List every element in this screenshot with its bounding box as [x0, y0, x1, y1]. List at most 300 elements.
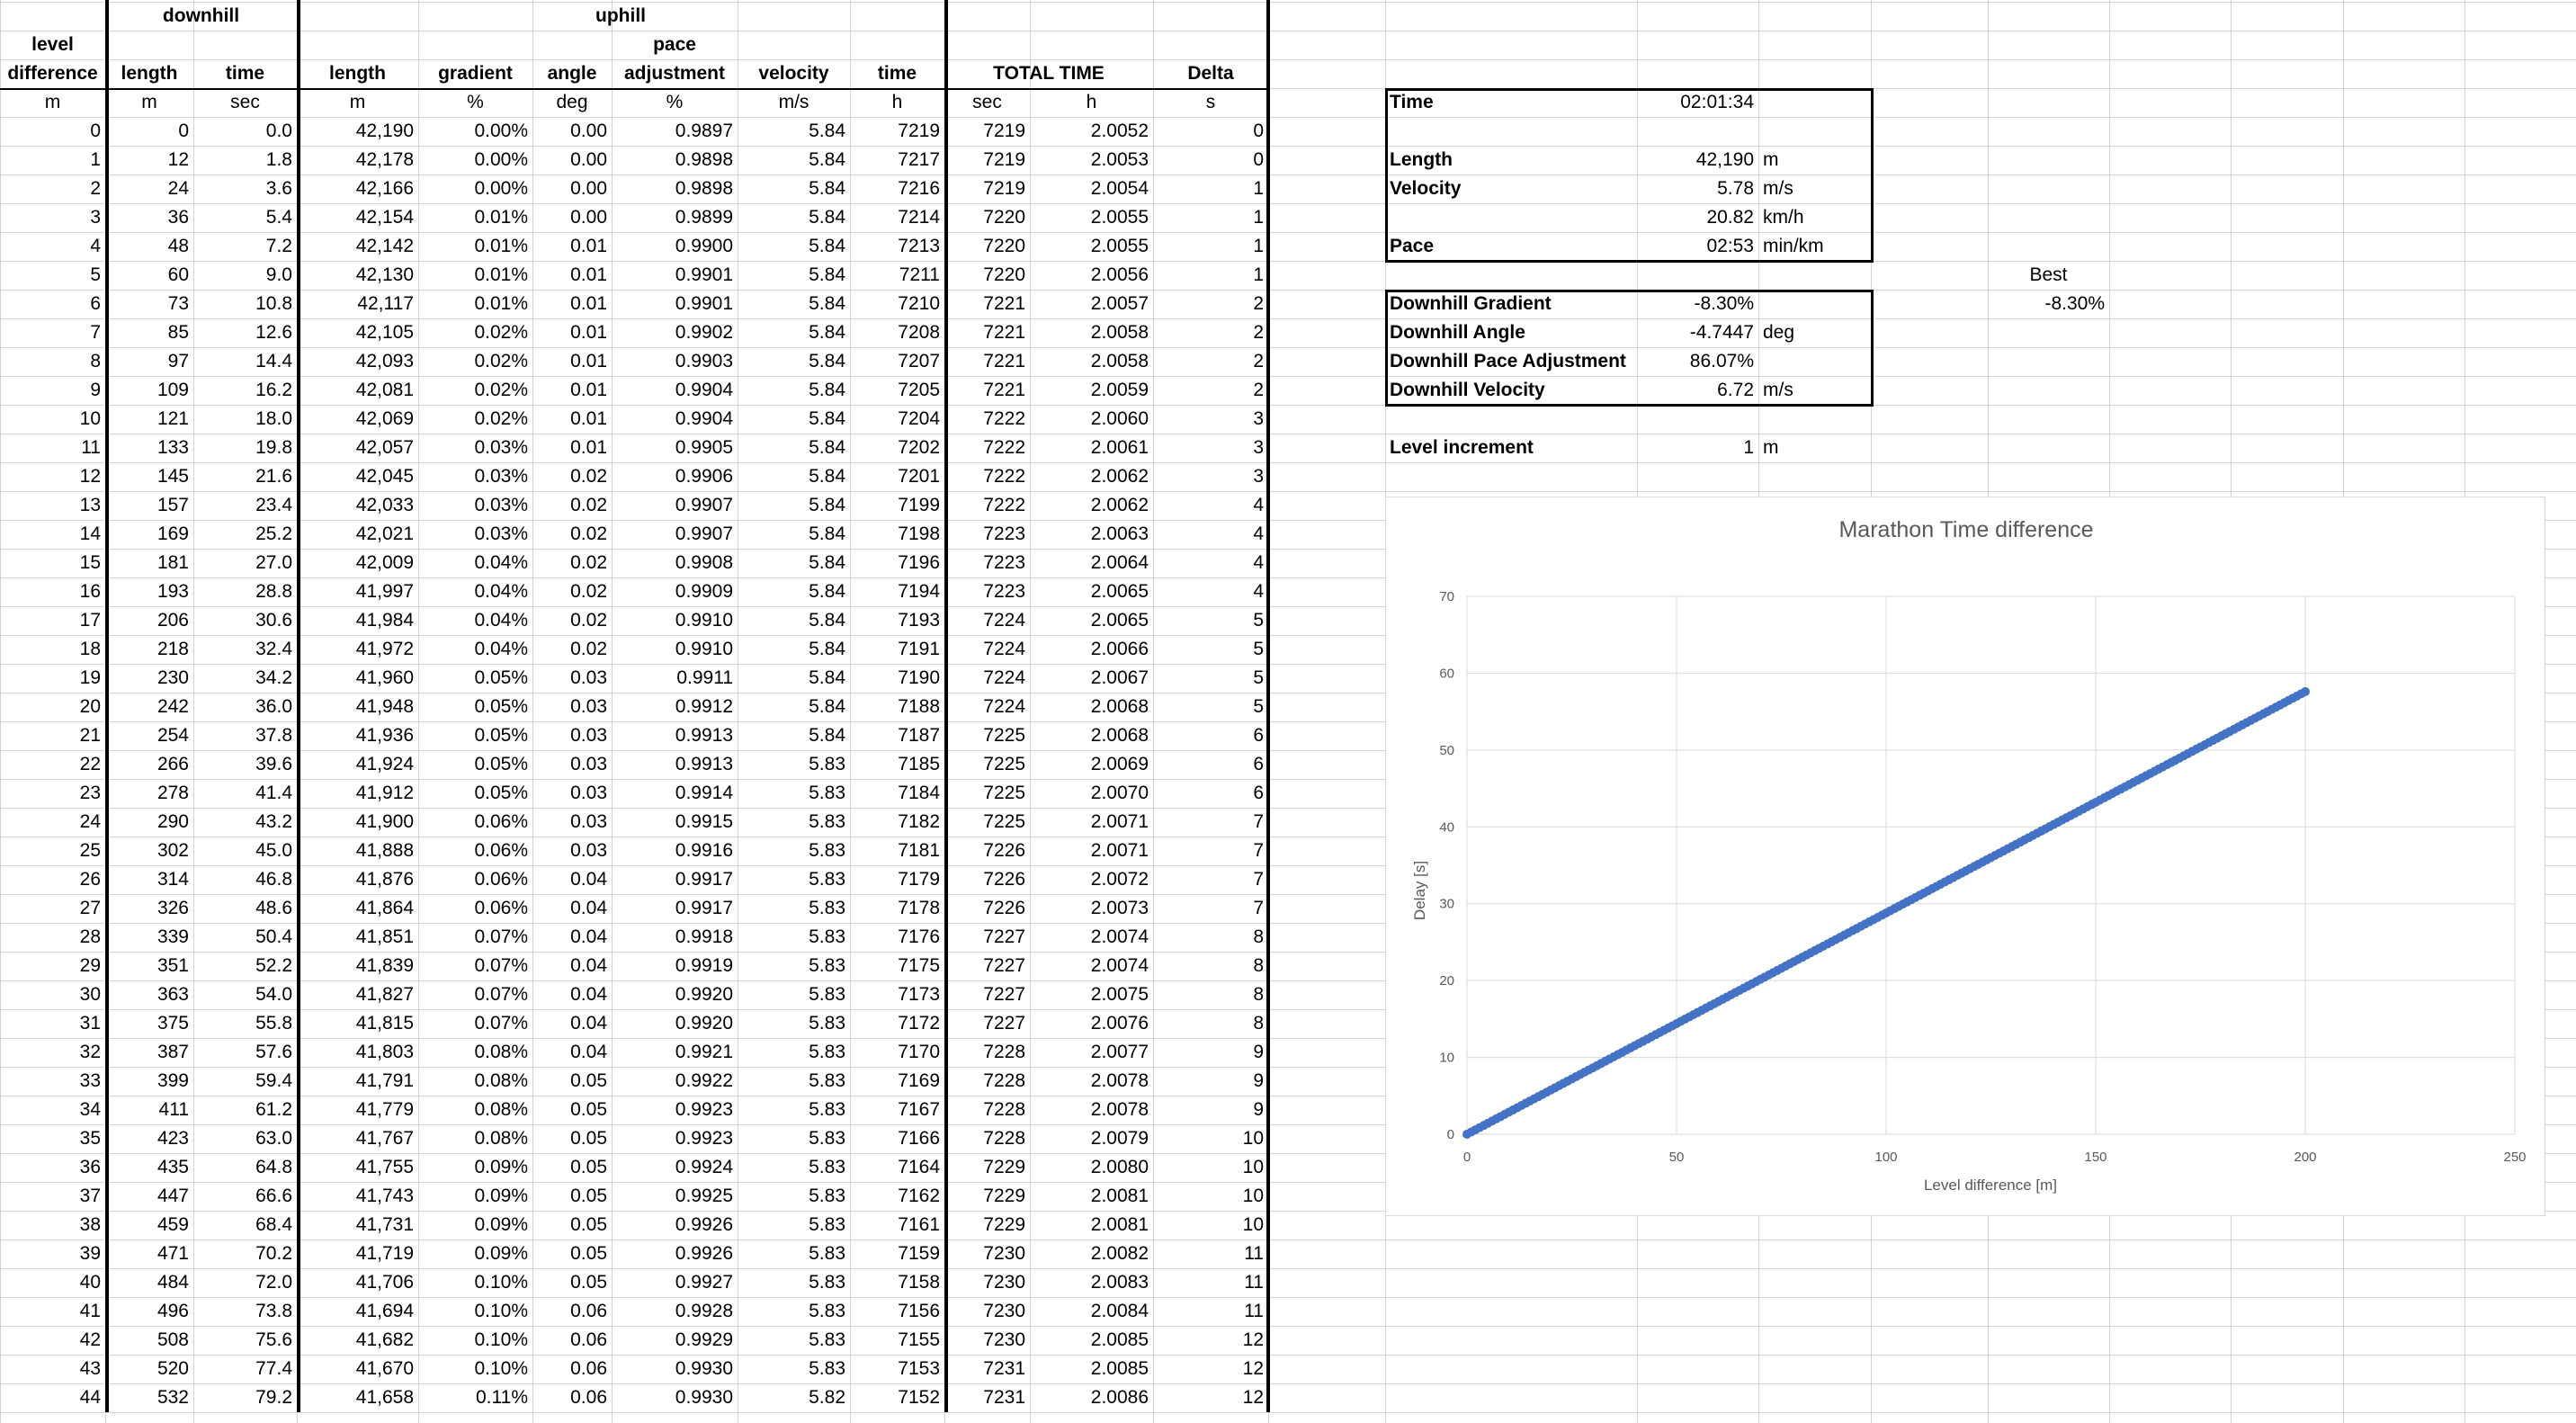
table-cell[interactable]: 254 — [157, 725, 189, 746]
table-cell[interactable]: 0.03 — [570, 696, 607, 717]
table-cell[interactable]: 61.2 — [255, 1099, 292, 1120]
table-cell[interactable]: 12 — [1242, 1329, 1264, 1350]
table-cell[interactable]: 7226 — [983, 840, 1025, 861]
table-cell[interactable]: 1 — [1253, 178, 1264, 199]
table-cell[interactable]: 41,779 — [355, 1099, 414, 1120]
table-cell[interactable]: 7225 — [983, 783, 1025, 803]
table-cell[interactable]: 9.0 — [265, 264, 292, 285]
table-cell[interactable]: 7227 — [983, 955, 1025, 976]
table-cell[interactable]: 7227 — [983, 984, 1025, 1005]
table-cell[interactable]: 7224 — [983, 667, 1025, 688]
header-cell[interactable]: h — [1086, 92, 1097, 112]
table-cell[interactable]: 0.04 — [570, 955, 607, 976]
table-cell[interactable]: 41,948 — [355, 696, 414, 717]
summary-unit[interactable]: m — [1763, 149, 1779, 170]
table-cell[interactable]: 7219 — [983, 178, 1025, 199]
summary-unit[interactable]: m/s — [1763, 178, 1793, 199]
table-cell[interactable]: 41,960 — [355, 667, 414, 688]
table-cell[interactable]: 18.0 — [255, 408, 292, 429]
table-cell[interactable]: 0.06% — [474, 840, 528, 861]
header-cell[interactable]: adjustment — [623, 63, 725, 84]
table-cell[interactable]: 5.84 — [809, 610, 845, 631]
table-cell[interactable]: 30 — [79, 984, 101, 1005]
table-cell[interactable]: 3 — [90, 207, 101, 228]
table-cell[interactable]: 0.09% — [474, 1186, 528, 1206]
header-cell[interactable]: s — [1205, 92, 1216, 112]
header-cell[interactable]: length — [121, 63, 178, 84]
table-cell[interactable]: 45.0 — [255, 840, 292, 861]
table-cell[interactable]: 7219 — [983, 121, 1025, 141]
table-cell[interactable]: 0.9907 — [675, 495, 733, 515]
summary-value[interactable]: 20.82 — [1706, 207, 1754, 228]
table-cell[interactable]: 23.4 — [255, 495, 292, 515]
table-cell[interactable]: 0.01 — [570, 437, 607, 458]
table-cell[interactable]: 0.05 — [570, 1070, 607, 1091]
table-cell[interactable]: 5.84 — [809, 552, 845, 573]
table-cell[interactable]: 16.2 — [255, 380, 292, 400]
table-cell[interactable]: 10 — [79, 408, 101, 429]
table-cell[interactable]: 41,827 — [355, 984, 414, 1005]
table-cell[interactable]: 7220 — [983, 207, 1025, 228]
header-cell[interactable]: level — [31, 34, 74, 55]
summary-value[interactable]: 02:01:34 — [1680, 92, 1754, 112]
table-cell[interactable]: 7224 — [983, 696, 1025, 717]
table-cell[interactable]: 0.01 — [570, 380, 607, 400]
table-cell[interactable]: 42,130 — [355, 264, 414, 285]
table-cell[interactable]: 22 — [79, 754, 101, 774]
table-cell[interactable]: 5.84 — [809, 581, 845, 602]
table-cell[interactable]: 0.08% — [474, 1099, 528, 1120]
table-cell[interactable]: 0.00 — [570, 121, 607, 141]
table-cell[interactable]: 41,682 — [355, 1329, 414, 1350]
table-cell[interactable]: 0.9907 — [675, 524, 733, 544]
table-cell[interactable]: 7187 — [898, 725, 940, 746]
header-cell[interactable]: angle — [547, 63, 597, 84]
table-cell[interactable]: 0.11% — [476, 1387, 528, 1408]
table-cell[interactable]: 0.00 — [570, 207, 607, 228]
table-cell[interactable]: 9 — [90, 380, 101, 400]
table-cell[interactable]: 0.03% — [474, 495, 528, 515]
table-cell[interactable]: 7194 — [898, 581, 940, 602]
table-cell[interactable]: 206 — [157, 610, 189, 631]
table-cell[interactable]: 2.0084 — [1090, 1301, 1149, 1321]
table-cell[interactable]: 7179 — [898, 869, 940, 890]
table-cell[interactable]: 30.6 — [255, 610, 292, 631]
table-cell[interactable]: 0.08% — [474, 1128, 528, 1149]
table-cell[interactable]: 27 — [79, 898, 101, 918]
table-cell[interactable]: 10 — [1242, 1214, 1264, 1235]
table-cell[interactable]: 7204 — [898, 408, 940, 429]
table-cell[interactable]: 2.0085 — [1090, 1358, 1149, 1379]
table-cell[interactable]: 41,936 — [355, 725, 414, 746]
table-cell[interactable]: 0.08% — [474, 1042, 528, 1062]
header-cell[interactable]: m — [141, 92, 157, 112]
table-cell[interactable]: 0.9910 — [675, 610, 733, 631]
table-cell[interactable]: 7226 — [983, 869, 1025, 890]
table-cell[interactable]: 0.07% — [474, 1013, 528, 1034]
table-cell[interactable]: 0.03 — [570, 667, 607, 688]
table-cell[interactable]: 73 — [167, 293, 189, 314]
best-value[interactable]: -8.30% — [2044, 293, 2105, 314]
table-cell[interactable]: 1.8 — [265, 149, 292, 170]
table-cell[interactable]: 0.09% — [474, 1157, 528, 1177]
header-cell[interactable]: m — [349, 92, 366, 112]
table-cell[interactable]: 42,093 — [355, 351, 414, 371]
table-cell[interactable]: 242 — [157, 696, 189, 717]
table-cell[interactable]: 38 — [79, 1214, 101, 1235]
table-cell[interactable]: 0.03% — [474, 437, 528, 458]
header-cell[interactable] — [105, 31, 193, 59]
table-cell[interactable]: 0.10% — [474, 1329, 528, 1350]
table-cell[interactable]: 41,900 — [355, 811, 414, 832]
summary-label[interactable]: Pace — [1390, 236, 1435, 256]
table-cell[interactable]: 1 — [1253, 236, 1264, 256]
table-cell[interactable]: 42,057 — [355, 437, 414, 458]
table-cell[interactable]: 2.0064 — [1090, 552, 1149, 573]
summary-label[interactable]: Level increment — [1390, 437, 1534, 458]
table-cell[interactable]: 0.05 — [570, 1157, 607, 1177]
table-cell[interactable]: 5.84 — [809, 408, 845, 429]
table-cell[interactable]: 2.0054 — [1090, 178, 1149, 199]
summary-unit[interactable]: min/km — [1763, 236, 1824, 256]
table-cell[interactable]: 3 — [1253, 466, 1264, 487]
table-cell[interactable]: 7 — [1253, 869, 1264, 890]
table-cell[interactable]: 5.84 — [809, 725, 845, 746]
table-cell[interactable]: 0.9920 — [675, 1013, 733, 1034]
table-cell[interactable]: 7207 — [898, 351, 940, 371]
table-cell[interactable]: 0.01 — [570, 408, 607, 429]
chart-container[interactable] — [1385, 497, 2545, 1216]
header-cell[interactable]: length — [329, 63, 386, 84]
table-cell[interactable]: 41,803 — [355, 1042, 414, 1062]
table-cell[interactable]: 7201 — [898, 466, 940, 487]
table-cell[interactable]: 0.9906 — [675, 466, 733, 487]
table-cell[interactable]: 97 — [167, 351, 189, 371]
table-cell[interactable]: 35 — [79, 1128, 101, 1149]
table-cell[interactable]: 7162 — [898, 1186, 940, 1206]
table-cell[interactable]: 2.0071 — [1090, 840, 1149, 861]
table-cell[interactable]: 10.8 — [255, 293, 292, 314]
table-cell[interactable]: 29 — [79, 955, 101, 976]
table-cell[interactable]: 42,154 — [355, 207, 414, 228]
table-cell[interactable]: 121 — [157, 408, 189, 429]
table-cell[interactable]: 5.84 — [809, 380, 845, 400]
table-cell[interactable]: 5.84 — [809, 149, 845, 170]
table-cell[interactable]: 7 — [90, 322, 101, 343]
table-cell[interactable]: 41,815 — [355, 1013, 414, 1034]
table-cell[interactable]: 57.6 — [255, 1042, 292, 1062]
table-cell[interactable]: 42,190 — [355, 121, 414, 141]
table-cell[interactable]: 7185 — [898, 754, 940, 774]
table-cell[interactable]: 7225 — [983, 811, 1025, 832]
table-cell[interactable]: 0.01 — [570, 351, 607, 371]
table-cell[interactable]: 0.05 — [570, 1272, 607, 1293]
table-cell[interactable]: 41,839 — [355, 955, 414, 976]
table-cell[interactable]: 0.9898 — [675, 149, 733, 170]
table-cell[interactable]: 7 — [1253, 811, 1264, 832]
table-cell[interactable]: 0.9900 — [675, 236, 733, 256]
table-cell[interactable]: 44 — [79, 1387, 101, 1408]
table-cell[interactable]: 5.83 — [809, 898, 845, 918]
table-cell[interactable]: 0.04 — [570, 1013, 607, 1034]
table-cell[interactable]: 5.83 — [809, 1301, 845, 1321]
table-cell[interactable]: 0.01 — [570, 322, 607, 343]
table-cell[interactable]: 0.05% — [474, 696, 528, 717]
table-cell[interactable]: 37 — [79, 1186, 101, 1206]
table-cell[interactable]: 41,791 — [355, 1070, 414, 1091]
table-cell[interactable]: 7227 — [983, 926, 1025, 947]
table-cell[interactable]: 496 — [157, 1301, 189, 1321]
header-cell[interactable]: Delta — [1187, 63, 1234, 84]
table-cell[interactable]: 7214 — [898, 207, 940, 228]
table-cell[interactable]: 6 — [1253, 783, 1264, 803]
header-cell[interactable]: % — [666, 92, 684, 112]
table-cell[interactable]: 0.9901 — [675, 264, 733, 285]
table-cell[interactable]: 8 — [1253, 984, 1264, 1005]
header-cell[interactable]: time — [877, 63, 917, 84]
summary-value[interactable]: 5.78 — [1717, 178, 1754, 199]
header-cell[interactable] — [944, 31, 1030, 59]
table-cell[interactable]: 0.01 — [570, 293, 607, 314]
table-cell[interactable]: 54.0 — [255, 984, 292, 1005]
table-cell[interactable]: 0 — [1253, 121, 1264, 141]
table-cell[interactable]: 7176 — [898, 926, 940, 947]
table-cell[interactable]: 0.10% — [474, 1301, 528, 1321]
table-cell[interactable]: 411 — [158, 1099, 189, 1120]
table-cell[interactable]: 50.4 — [255, 926, 292, 947]
table-cell[interactable]: 5.83 — [809, 1214, 845, 1235]
table-cell[interactable]: 25.2 — [255, 524, 292, 544]
table-cell[interactable]: 7 — [1253, 840, 1264, 861]
table-cell[interactable]: 0.05% — [474, 725, 528, 746]
table-cell[interactable]: 16 — [79, 581, 101, 602]
table-cell[interactable]: 2 — [90, 178, 101, 199]
table-cell[interactable]: 0.02% — [474, 380, 528, 400]
table-cell[interactable]: 0.9911 — [676, 667, 733, 688]
table-cell[interactable]: 20 — [79, 696, 101, 717]
best-label[interactable]: Best — [2029, 264, 2068, 285]
table-cell[interactable]: 60 — [167, 264, 189, 285]
table-cell[interactable]: 7211 — [899, 264, 940, 285]
table-cell[interactable]: 0.9921 — [675, 1042, 733, 1062]
table-cell[interactable]: 31 — [79, 1013, 101, 1034]
table-cell[interactable]: 0.01 — [570, 264, 607, 285]
table-cell[interactable]: 21 — [79, 725, 101, 746]
table-cell[interactable]: 0.9930 — [675, 1387, 733, 1408]
table-cell[interactable]: 7224 — [983, 639, 1025, 659]
summary-unit[interactable]: m/s — [1763, 380, 1793, 400]
table-cell[interactable]: 5.83 — [809, 1128, 845, 1149]
table-cell[interactable]: 19.8 — [255, 437, 292, 458]
table-cell[interactable]: 0.03 — [570, 783, 607, 803]
table-cell[interactable]: 1 — [90, 149, 101, 170]
table-cell[interactable]: 2.0063 — [1090, 524, 1149, 544]
table-cell[interactable]: 5.83 — [809, 783, 845, 803]
header-cell[interactable]: time — [225, 63, 265, 84]
table-cell[interactable]: 0.06 — [570, 1301, 607, 1321]
table-cell[interactable]: 2.0072 — [1090, 869, 1149, 890]
table-cell[interactable]: 12 — [79, 466, 101, 487]
table-cell[interactable]: 8 — [1253, 955, 1264, 976]
table-cell[interactable]: 181 — [157, 552, 189, 573]
table-cell[interactable]: 326 — [157, 898, 189, 918]
table-cell[interactable]: 0.05 — [570, 1099, 607, 1120]
table-cell[interactable]: 1 — [1253, 264, 1264, 285]
table-cell[interactable]: 0.9922 — [675, 1070, 733, 1091]
table-cell[interactable]: 0.05% — [474, 754, 528, 774]
table-cell[interactable]: 5 — [1253, 696, 1264, 717]
table-cell[interactable]: 13 — [79, 495, 101, 515]
table-cell[interactable]: 7230 — [983, 1272, 1025, 1293]
table-cell[interactable]: 5.84 — [809, 351, 845, 371]
table-cell[interactable]: 7170 — [898, 1042, 940, 1062]
header-cell[interactable]: pace — [653, 34, 696, 55]
table-cell[interactable]: 7202 — [898, 437, 940, 458]
table-cell[interactable]: 5.83 — [809, 926, 845, 947]
table-cell[interactable]: 2.0076 — [1090, 1013, 1149, 1034]
table-cell[interactable]: 33 — [79, 1070, 101, 1091]
table-cell[interactable]: 12.6 — [255, 322, 292, 343]
table-cell[interactable]: 7228 — [983, 1099, 1025, 1120]
table-cell[interactable]: 0.05 — [570, 1214, 607, 1235]
table-cell[interactable]: 0.06% — [474, 869, 528, 890]
table-cell[interactable]: 2.0058 — [1090, 351, 1149, 371]
table-cell[interactable]: 5.83 — [809, 1070, 845, 1091]
table-cell[interactable]: 5.83 — [809, 1013, 845, 1034]
table-cell[interactable]: 7193 — [898, 610, 940, 631]
table-cell[interactable]: 7222 — [983, 466, 1025, 487]
header-cell[interactable] — [1030, 31, 1153, 59]
table-cell[interactable]: 2.0052 — [1090, 121, 1149, 141]
table-cell[interactable]: 1 — [1253, 207, 1264, 228]
table-cell[interactable]: 41,997 — [355, 581, 414, 602]
table-cell[interactable]: 0.9908 — [675, 552, 733, 573]
table-cell[interactable]: 40 — [79, 1272, 101, 1293]
table-cell[interactable]: 230 — [157, 667, 189, 688]
table-cell[interactable]: 5.84 — [809, 322, 845, 343]
table-cell[interactable]: 7166 — [898, 1128, 940, 1149]
table-cell[interactable]: 7217 — [898, 149, 940, 170]
table-cell[interactable]: 41,743 — [355, 1186, 414, 1206]
table-cell[interactable]: 41.4 — [255, 783, 292, 803]
table-cell[interactable]: 7221 — [983, 351, 1025, 371]
table-cell[interactable]: 0.01% — [474, 264, 528, 285]
table-cell[interactable]: 0.9923 — [675, 1128, 733, 1149]
table-cell[interactable]: 314 — [157, 869, 189, 890]
table-cell[interactable]: 0.03 — [570, 725, 607, 746]
table-cell[interactable]: 218 — [157, 639, 189, 659]
table-cell[interactable]: 5.83 — [809, 1042, 845, 1062]
table-cell[interactable]: 23 — [79, 783, 101, 803]
summary-label[interactable]: Velocity — [1390, 178, 1462, 199]
table-cell[interactable]: 5.84 — [809, 264, 845, 285]
table-cell[interactable]: 7167 — [898, 1099, 940, 1120]
summary-label[interactable]: Downhill Velocity — [1390, 380, 1545, 400]
table-cell[interactable]: 7228 — [983, 1128, 1025, 1149]
header-cell[interactable]: sec — [972, 92, 1002, 112]
table-cell[interactable]: 42 — [79, 1329, 101, 1350]
table-cell[interactable]: 7220 — [983, 264, 1025, 285]
table-cell[interactable]: 42,105 — [355, 322, 414, 343]
table-cell[interactable]: 0.07% — [474, 955, 528, 976]
table-cell[interactable]: 193 — [157, 581, 189, 602]
table-cell[interactable]: 532 — [157, 1387, 189, 1408]
table-cell[interactable]: 157 — [157, 495, 189, 515]
summary-unit[interactable]: deg — [1763, 322, 1795, 343]
table-cell[interactable]: 5.84 — [809, 293, 845, 314]
table-cell[interactable]: 2.0070 — [1090, 783, 1149, 803]
table-cell[interactable]: 5.83 — [809, 1243, 845, 1264]
table-cell[interactable]: 2.0085 — [1090, 1329, 1149, 1350]
table-cell[interactable]: 15 — [79, 552, 101, 573]
table-cell[interactable]: 0.9899 — [675, 207, 733, 228]
header-cell[interactable] — [193, 31, 297, 59]
table-cell[interactable]: 10 — [1242, 1157, 1264, 1177]
table-cell[interactable]: 7216 — [898, 178, 940, 199]
table-cell[interactable]: 28.8 — [255, 581, 292, 602]
table-cell[interactable]: 2.0065 — [1090, 610, 1149, 631]
table-cell[interactable]: 0.05 — [570, 1128, 607, 1149]
table-cell[interactable]: 5.83 — [809, 869, 845, 890]
table-cell[interactable]: 34 — [79, 1099, 101, 1120]
summary-unit[interactable]: km/h — [1763, 207, 1804, 228]
table-cell[interactable]: 42,009 — [355, 552, 414, 573]
table-cell[interactable]: 17 — [79, 610, 101, 631]
table-cell[interactable]: 0.04% — [474, 610, 528, 631]
table-cell[interactable]: 0.03 — [570, 811, 607, 832]
table-cell[interactable]: 39.6 — [255, 754, 292, 774]
table-cell[interactable]: 3.6 — [265, 178, 292, 199]
table-cell[interactable]: 0.10% — [474, 1272, 528, 1293]
table-cell[interactable]: 2.0079 — [1090, 1128, 1149, 1149]
table-cell[interactable]: 7231 — [983, 1358, 1025, 1379]
table-cell[interactable]: 7188 — [898, 696, 940, 717]
table-cell[interactable]: 435 — [157, 1157, 189, 1177]
table-cell[interactable]: 2.0078 — [1090, 1070, 1149, 1091]
table-cell[interactable]: 7205 — [898, 380, 940, 400]
table-cell[interactable]: 0.02% — [474, 322, 528, 343]
header-cell[interactable] — [738, 31, 850, 59]
table-cell[interactable]: 7226 — [983, 898, 1025, 918]
summary-label[interactable]: Downhill Angle — [1390, 322, 1525, 343]
table-cell[interactable]: 0.04 — [570, 898, 607, 918]
table-cell[interactable]: 7230 — [983, 1243, 1025, 1264]
table-cell[interactable]: 8 — [90, 351, 101, 371]
table-cell[interactable]: 2.0071 — [1090, 811, 1149, 832]
table-cell[interactable]: 7198 — [898, 524, 940, 544]
table-cell[interactable]: 5.84 — [809, 121, 845, 141]
table-cell[interactable]: 7169 — [898, 1070, 940, 1091]
table-cell[interactable]: 0.05 — [570, 1186, 607, 1206]
table-cell[interactable]: 5.83 — [809, 955, 845, 976]
table-cell[interactable]: 42,178 — [355, 149, 414, 170]
table-cell[interactable]: 41,876 — [355, 869, 414, 890]
table-cell[interactable]: 375 — [157, 1013, 189, 1034]
header-cell[interactable]: deg — [556, 92, 588, 112]
table-cell[interactable]: 8 — [1253, 926, 1264, 947]
table-cell[interactable]: 0.9901 — [675, 293, 733, 314]
table-cell[interactable]: 0.00% — [474, 149, 528, 170]
table-cell[interactable]: 5.84 — [809, 236, 845, 256]
table-cell[interactable]: 7228 — [983, 1042, 1025, 1062]
table-cell[interactable]: 2.0068 — [1090, 696, 1149, 717]
table-cell[interactable]: 3 — [1253, 408, 1264, 429]
header-cell[interactable] — [297, 31, 418, 59]
table-cell[interactable]: 36 — [79, 1157, 101, 1177]
summary-value[interactable]: 86.07% — [1689, 351, 1754, 371]
table-cell[interactable]: 0.03 — [570, 840, 607, 861]
table-cell[interactable]: 399 — [157, 1070, 189, 1091]
